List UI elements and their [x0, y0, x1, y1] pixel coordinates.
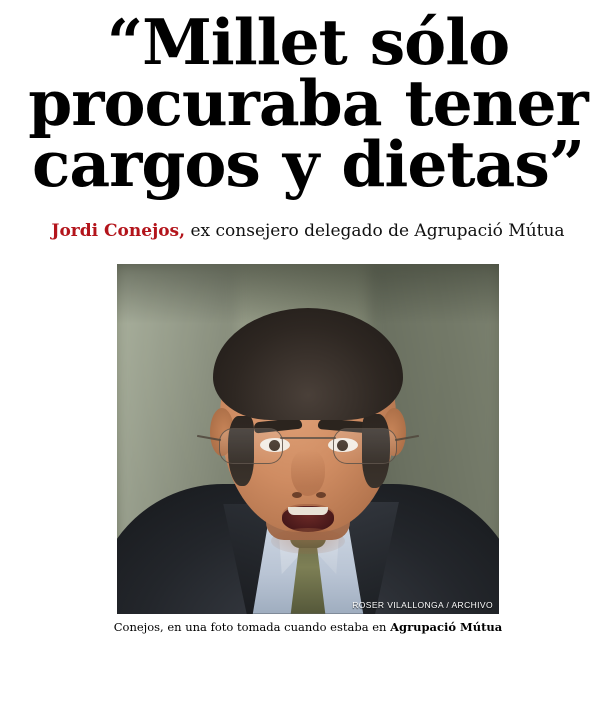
glasses-bridge [280, 437, 336, 439]
teeth [288, 507, 328, 515]
interviewee-name: Jordi Conejos, [51, 221, 186, 242]
caption-text: Conejos, en una foto tomada cuando estaba en [113, 619, 391, 634]
portrait-photo [117, 264, 499, 614]
photo-credit: ROSER VILALLONGA / ARCHIVO [352, 599, 493, 610]
photo-container [0, 264, 616, 614]
headline-line-1: “Millet sólo [106, 5, 510, 79]
lens-right [333, 428, 397, 464]
chin [271, 528, 345, 554]
lens-left [219, 428, 283, 464]
nostril-left [292, 492, 302, 498]
page-title [0, 0, 616, 202]
headline-line-3: cargos y dietas” [31, 127, 585, 202]
nostril-right [316, 492, 326, 498]
headline-line-2: procuraba tener [28, 66, 588, 141]
photo-caption [0, 620, 616, 634]
interviewee-role: ex consejero delegado de Agrupació Mútua [190, 221, 565, 242]
caption-company: Agrupació Mútua [390, 619, 503, 634]
eyeglasses-icon [213, 428, 403, 468]
subheadline [0, 221, 616, 241]
